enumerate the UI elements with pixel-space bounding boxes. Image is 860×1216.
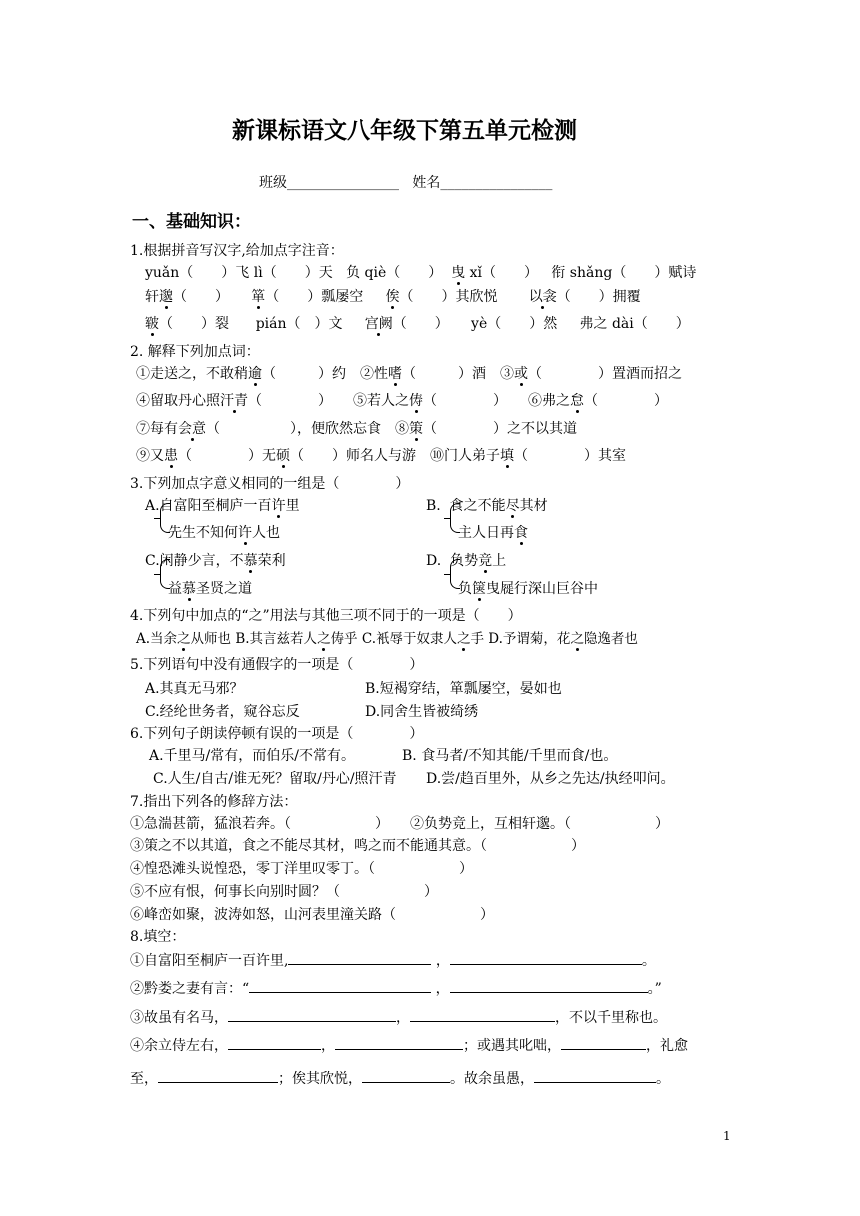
blank[interactable] <box>450 992 648 993</box>
question-2-line-3: ⑦每有会意（ ），便欣然忘食 ⑧策（ ）之不以其道 <box>136 421 577 437</box>
section-heading: 一、基础知识： <box>132 212 251 232</box>
option-d-line-2: 负箧曳屣行深山巨谷中 <box>458 581 598 597</box>
option-b-line-2: 主人日再食 <box>458 525 528 541</box>
question-5-option-b: B.短褐穿结，箪瓢屡空，晏如也 <box>365 681 562 697</box>
question-6-option-d: D.尝/趋百里外，从乡之先达/执经叩问。 <box>426 771 675 787</box>
question-2-line-2: ④留取丹心照汗青（ ） ⑤若人之俦（ ） ⑥弗之怠（ ） <box>136 393 668 409</box>
question-8-line-4: ④余立侍左右， ， ；或遇其叱咄， ，礼愈 <box>130 1038 688 1054</box>
question-7-stem: 7.指出下列各的修辞方法： <box>130 794 298 810</box>
question-2-line-4: ⑨又患（ ）无硕（ ）师名人与游 ⑩门人弟子填（ ）其室 <box>136 448 626 464</box>
option-d-line-1: D. 负势竞上 <box>426 553 507 569</box>
question-8-line-3: ③故虽有名马， ， ，不以千里称也。 <box>130 1010 667 1026</box>
student-info <box>259 174 552 192</box>
question-8-line-1: ①自富阳至桐庐一百许里, ， 。 <box>130 953 656 969</box>
question-7-line-3: ④惶恐滩头说惶恐，零丁洋里叹零丁。（ ） <box>130 861 473 877</box>
question-8-stem: 8.填空： <box>130 929 186 945</box>
question-1-row-3: 皲（ ）裂 pián（ ）文 宫阙（ ） yè（ ）然 弗之 dài（ ） <box>145 316 690 332</box>
question-5-option-c: C.经纶世务者，窥谷忘反 <box>145 704 300 720</box>
question-3-stem: 3.下列加点字意义相同的一组是（ ） <box>130 476 410 492</box>
question-6-option-c: C.人生/自古/谁无死？留取/丹心/照汗青 <box>153 771 397 787</box>
name-field[interactable]: 姓名________________ <box>412 175 553 191</box>
question-6-stem: 6.下列句子朗读停顿有误的一项是（ ） <box>130 726 424 742</box>
question-8-line-5: 至， ；俟其欣悦， 。故余虽愚， 。 <box>130 1071 670 1087</box>
question-8-line-2: ②黔娄之妻有言：“ ， 。” <box>130 981 662 997</box>
question-6-option-a: A.千里马/常有，而伯乐/不常有。 <box>149 748 355 764</box>
option-a-line-1: A.自富阳至桐庐一百许里 <box>145 498 300 514</box>
question-7-line-1: ①急湍甚箭，猛浪若奔。（ ） ②负势竞上，互相轩邈。（ ） <box>130 816 669 832</box>
class-field[interactable]: 班级________________ <box>259 175 399 191</box>
option-a-line-2: 先生不知何许人也 <box>168 525 280 541</box>
question-2-stem: 2. 解释下列加点词： <box>130 344 260 360</box>
blank[interactable] <box>362 1082 450 1083</box>
blank[interactable] <box>228 1021 396 1022</box>
question-1-stem: 1.根据拼音写汉字,给加点字注音： <box>130 243 344 259</box>
question-1-row-2: 轩邈（ ） 箪（ ）瓢屡空 俟（ ）其欣悦 以衾（ ）拥覆 <box>145 289 641 305</box>
blank[interactable] <box>288 964 431 965</box>
question-7-line-4: ⑤不应有恨，何事长向别时圆？（ ） <box>130 884 438 900</box>
blank[interactable] <box>335 1049 463 1050</box>
option-c-line-1: C.闲静少言，不慕荣利 <box>145 553 286 569</box>
question-5-stem: 5.下列语句中没有通假字的一项是（ ） <box>130 657 424 673</box>
question-4-stem: 4.下列句中加点的“之”用法与其他三项不同于的一项是（ ） <box>130 608 522 624</box>
page-number: 1 <box>723 1129 731 1143</box>
question-2-line-1: ①走送之，不敢稍逾（ ）约 ②性嗜（ ）酒 ③或（ ）置酒而招之 <box>136 366 682 382</box>
question-4-options: A.当余之从师也 B.其言兹若人之俦乎 C.衹辱于奴隶人之手 D.予谓菊，花之隐逸者也 <box>136 631 638 647</box>
blank[interactable] <box>534 1082 656 1083</box>
page-title: 新课标语文八年级下第五单元检测 <box>232 118 577 144</box>
blank[interactable] <box>410 1021 555 1022</box>
question-6-option-b: B. 食马者/不知其能/千里而食/也。 <box>402 748 618 764</box>
blank[interactable] <box>249 992 431 993</box>
option-b-line-1: B. 食之不能尽其材 <box>426 498 548 514</box>
question-7-line-2: ③策之不以其道，食之不能尽其材，鸣之而不能通其意。（ ） <box>130 838 585 854</box>
blank[interactable] <box>450 964 642 965</box>
question-1-row-1: yuǎn（ ）飞 lì（ ）天 负 qiè（ ） 曳 xǐ（ ） 衔 shǎng（ ）赋诗 <box>145 265 697 281</box>
question-5-option-a: A.其真无马邪？ <box>145 681 244 697</box>
blank[interactable] <box>561 1049 646 1050</box>
question-5-option-d: D.同舍生皆被绮绣 <box>365 704 479 720</box>
blank[interactable] <box>158 1082 278 1083</box>
option-c-line-2: 益慕圣贤之道 <box>168 581 252 597</box>
blank[interactable] <box>228 1049 321 1050</box>
question-7-line-5: ⑥峰峦如聚，波涛如怒，山河表里潼关路（ ） <box>130 907 494 923</box>
